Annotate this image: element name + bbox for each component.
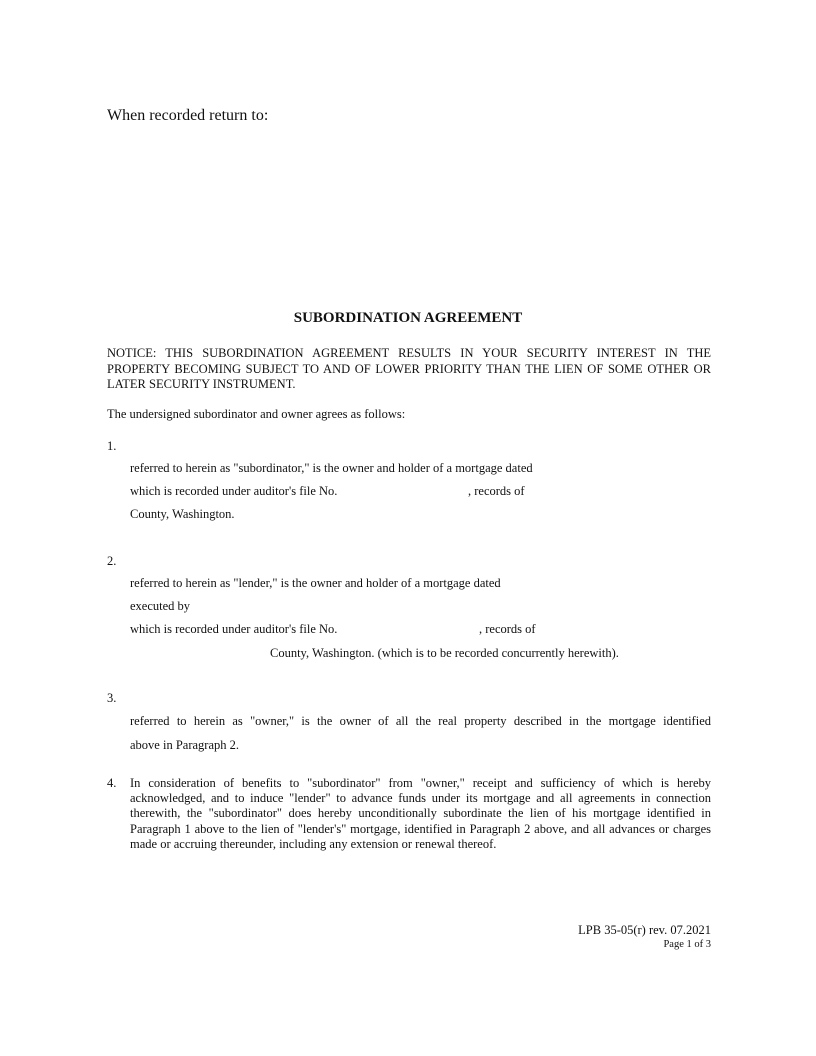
page-number: Page 1 of 3 bbox=[663, 939, 711, 950]
para1-line2b: , records of bbox=[468, 484, 525, 498]
notice-paragraph: NOTICE: THIS SUBORDINATION AGREEMENT RESULTS IN YOUR SECURITY INTEREST IN THE PROPERTY BECOMING SUBJECT TO AND OF LOWER PRIORITY THAN THE LIEN OF SOME OTHER OR LATER SECURITY INSTRUMENT. bbox=[107, 346, 711, 391]
para3-text: referred to herein as "owner," is the owner of all the real property described in the mortgage identified bbox=[130, 714, 711, 728]
intro-text: The undersigned subordinator and owner agrees as follows: bbox=[107, 407, 406, 421]
document-title: SUBORDINATION AGREEMENT bbox=[293, 310, 523, 326]
para2-line2: executed by bbox=[130, 599, 191, 613]
para4-number: 4. bbox=[107, 776, 117, 790]
para1-line1: referred to herein as "subordinator," is the owner and holder of a mortgage dated bbox=[130, 461, 533, 475]
para2-line4: County, Washington. (which is to be recorded concurrently herewith). bbox=[270, 646, 619, 660]
para2-line3a: which is recorded under auditor's file No. bbox=[130, 622, 338, 636]
return-to-label: When recorded return to: bbox=[107, 107, 269, 124]
form-id: LPB 35-05(r) rev. 07.2021 bbox=[578, 923, 711, 937]
para4-text: In consideration of benefits to "subordinator" from "owner," receipt and sufficiency of which is hereby acknowledged, and to induce "lender" to advance funds under its mortgage and all agreements in connection therewith, the "subordinator" does hereby unconditionally subordinate the lien of his mortgage identified in Paragraph 1 above to the lien of "lender's" mortgage, identified in Paragraph 2 above, and all advances or charges made or accruing thereunder, including any extension or renewal thereof. bbox=[130, 776, 711, 851]
para1-number: 1. bbox=[107, 439, 117, 453]
para2-number: 2. bbox=[107, 554, 117, 568]
para3-number: 3. bbox=[107, 691, 117, 705]
para3-line2: above in Paragraph 2. bbox=[130, 738, 239, 752]
para2-line1: referred to herein as "lender," is the owner and holder of a mortgage dated bbox=[130, 576, 501, 590]
para2-line3b: , records of bbox=[479, 622, 536, 636]
para1-line3: County, Washington. bbox=[130, 507, 235, 521]
para1-line2a: which is recorded under auditor's file No. bbox=[130, 484, 338, 498]
